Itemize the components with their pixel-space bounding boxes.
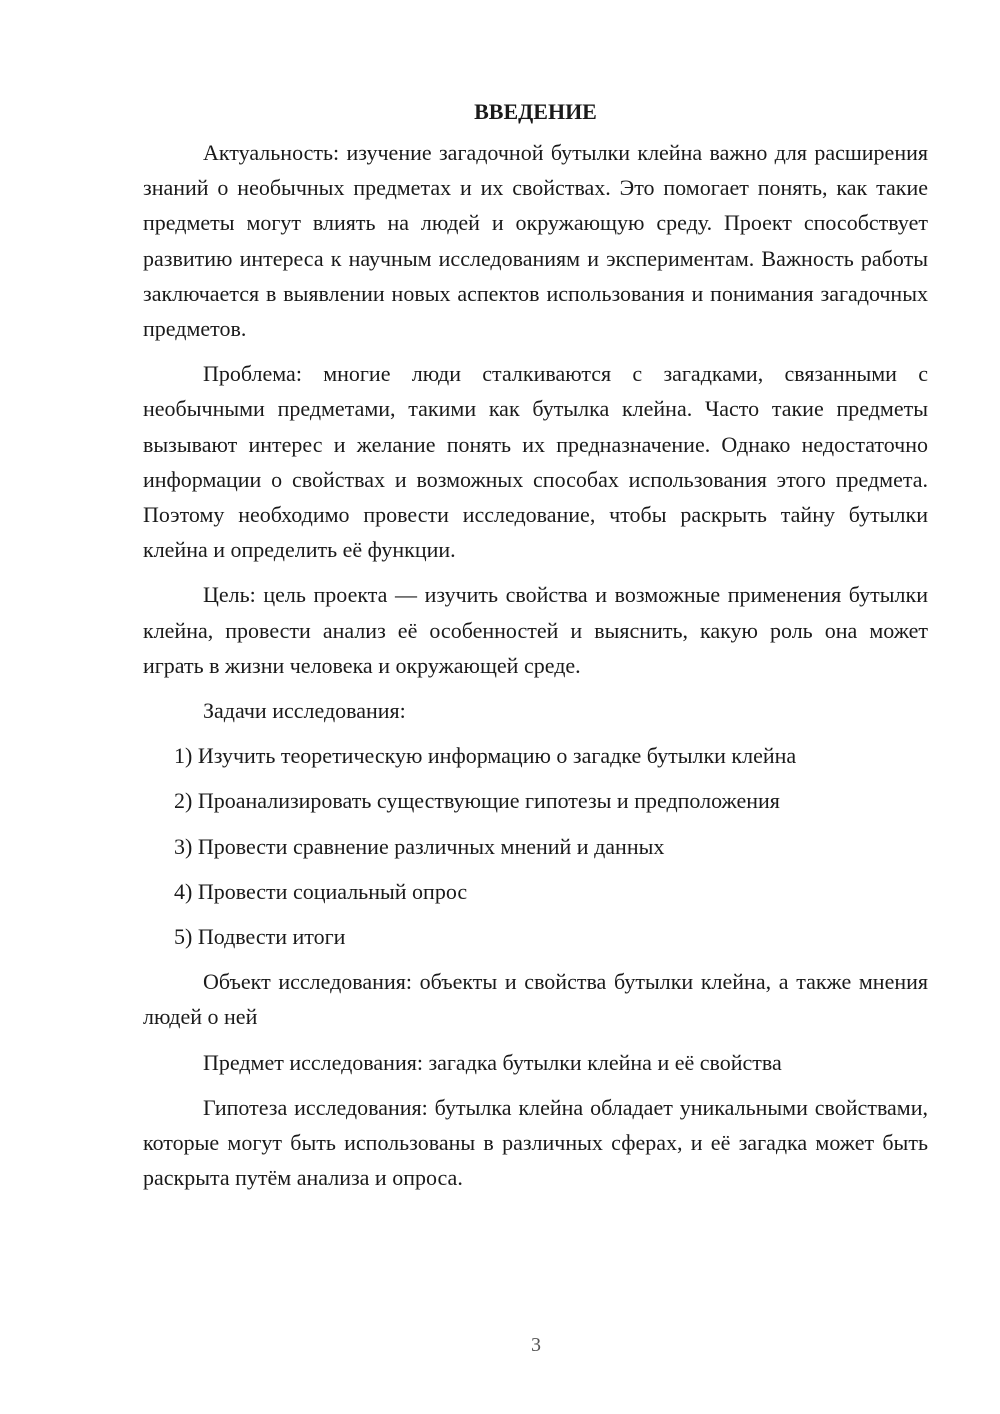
page-title: ВВЕДЕНИЕ [474,99,597,124]
list-item: 1) Изучить теоретическую информацию о загадке бутылки клейна [174,743,797,769]
paragraph-object: Объект исследования: объекты и свойства бутылки клейна, а также мнения людей о ней [143,969,928,1030]
tasks-list [143,738,928,954]
list-item: 2) Проанализировать существующие гипотезы и предположения [174,788,780,814]
paragraph-hypothesis: Гипотеза исследования: бутылка клейна обладает уникальными свойствами, которые могут быть использованы в различных сферах, и её загадка может быть раскрыта путём анализа и опроса. [143,1094,928,1191]
list-item: 5) Подвести итоги [174,924,346,950]
paragraph-problem: Проблема: многие люди сталкиваются с загадками, связанными с необычными предметами, такими как бутылка клейна. Часто такие предметы вызывают интерес и желание понять их предназначение. Однако недостаточно информации о свойствах и возможных способах использования этого предмета. Поэтому необходимо провести исследование, чтобы раскрыть тайну бутылки клейна и определить её функции. [143,361,928,563]
paragraph-goal: Цель: цель проекта — изучить свойства и возможные применения бутылки клейна, провести анализ её особенностей и выяснить, какую роль она может играть в жизни человека и окружающей среде. [143,582,928,678]
tasks-heading: Задачи исследования: [203,698,406,724]
list-item: 4) Провести социальный опрос [174,878,468,904]
paragraph-subject: Предмет исследования: загадка бутылки клейна и её свойства [203,1049,782,1075]
list-item: 3) Провести сравнение различных мнений и данных [174,833,665,859]
paragraph-relevance: Актуальность: изучение загадочной бутылки клейна важно для расширения знаний о необычных предметах и их свойствах. Это помогает понять, как такие предметы могут влиять на людей и окружающую среду. Проект способствует развитию интереса к научным исследованиям и экспериментам. Важность работы заключается в выявлении новых аспектов использования и понимания загадочных предметов. [143,140,928,342]
page-content [143,94,928,1205]
page-number: 3 [531,1334,541,1356]
